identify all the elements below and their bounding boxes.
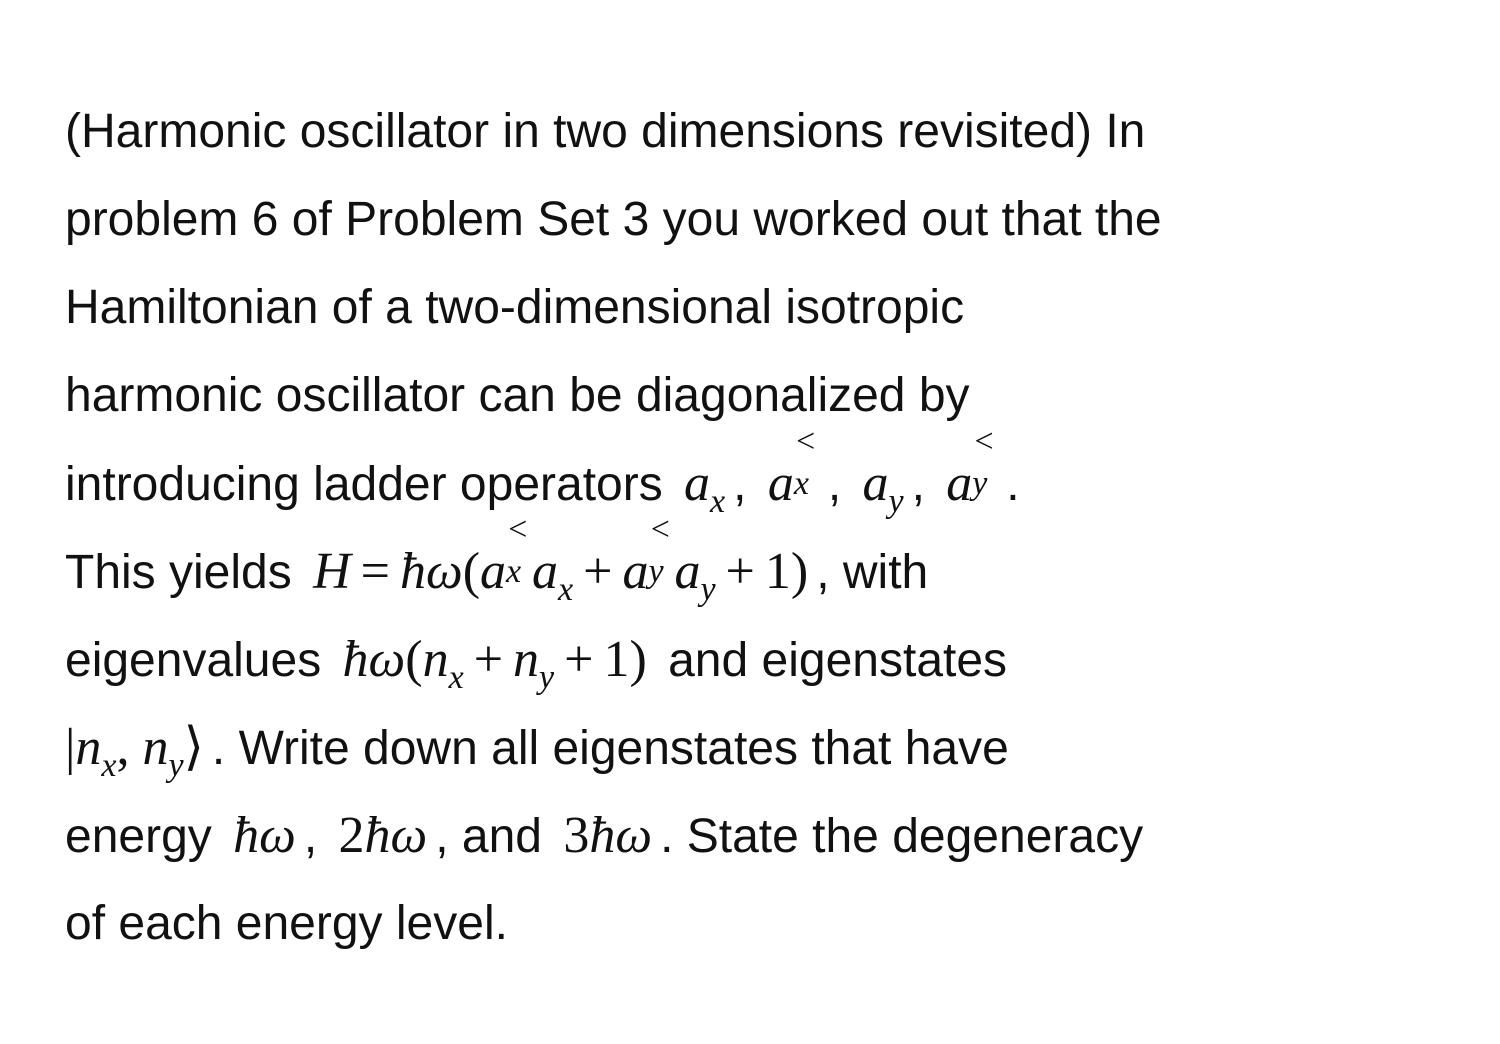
separator: , bbox=[733, 458, 747, 511]
text-line-4: harmonic oscillator can be diagonalized by bbox=[65, 369, 970, 422]
math-eigenvalues: $ħ\omega(n_x + n_y + 1)$ bbox=[342, 631, 647, 696]
text-line-10: of each energy level. bbox=[65, 897, 508, 950]
text-line-6 bbox=[65, 511, 1465, 616]
and-text: , and bbox=[435, 810, 542, 863]
math-2-hbar-omega: 2ħω bbox=[338, 807, 428, 864]
text-line-7 bbox=[65, 616, 1465, 704]
separator: , bbox=[303, 810, 318, 863]
write-down-text: . Write down all eigenstates that have bbox=[211, 722, 1009, 775]
text-line-9 bbox=[65, 792, 1465, 880]
state-degeneracy-text: . State the degeneracy bbox=[660, 810, 1144, 863]
separator: , bbox=[827, 458, 842, 511]
problem-text bbox=[65, 88, 1465, 968]
period: . bbox=[1006, 458, 1020, 511]
math-hbar-omega: ħω bbox=[233, 807, 296, 864]
math-ket: $|n_x$, $n_y⟩$ bbox=[65, 719, 204, 784]
with-text: , with bbox=[816, 546, 929, 599]
text-line-8 bbox=[65, 704, 1465, 792]
math-3-hbar-omega: 3ħω bbox=[563, 807, 653, 864]
energy-text: energy bbox=[65, 810, 212, 863]
ladder-operators-text: introducing ladder operators bbox=[65, 458, 663, 511]
math-ax-dagger: a < x bbox=[767, 423, 817, 512]
text-line-5 bbox=[65, 423, 1465, 528]
math-ay-dagger: a < y bbox=[946, 423, 996, 512]
math-ay: $a_y$ bbox=[862, 455, 904, 520]
eigenvalues-text: eigenvalues bbox=[65, 634, 322, 687]
separator: , bbox=[911, 458, 925, 511]
eigenstates-text: and eigenstates bbox=[668, 634, 1008, 687]
text-line-1: (Harmonic oscillator in two dimensions revisited) In bbox=[65, 105, 1146, 158]
text-line-2: problem 6 of Problem Set 3 you worked out that the bbox=[65, 193, 1162, 246]
this-yields-text: This yields bbox=[65, 546, 292, 599]
text-line-3: Hamiltonian of a two-dimensional isotropic bbox=[65, 281, 965, 334]
math-ax: $a_x$ bbox=[684, 455, 726, 520]
math-hamiltonian: H = ħω(a < x $a_x + a$ < y $a_y + 1$) bbox=[313, 511, 809, 608]
